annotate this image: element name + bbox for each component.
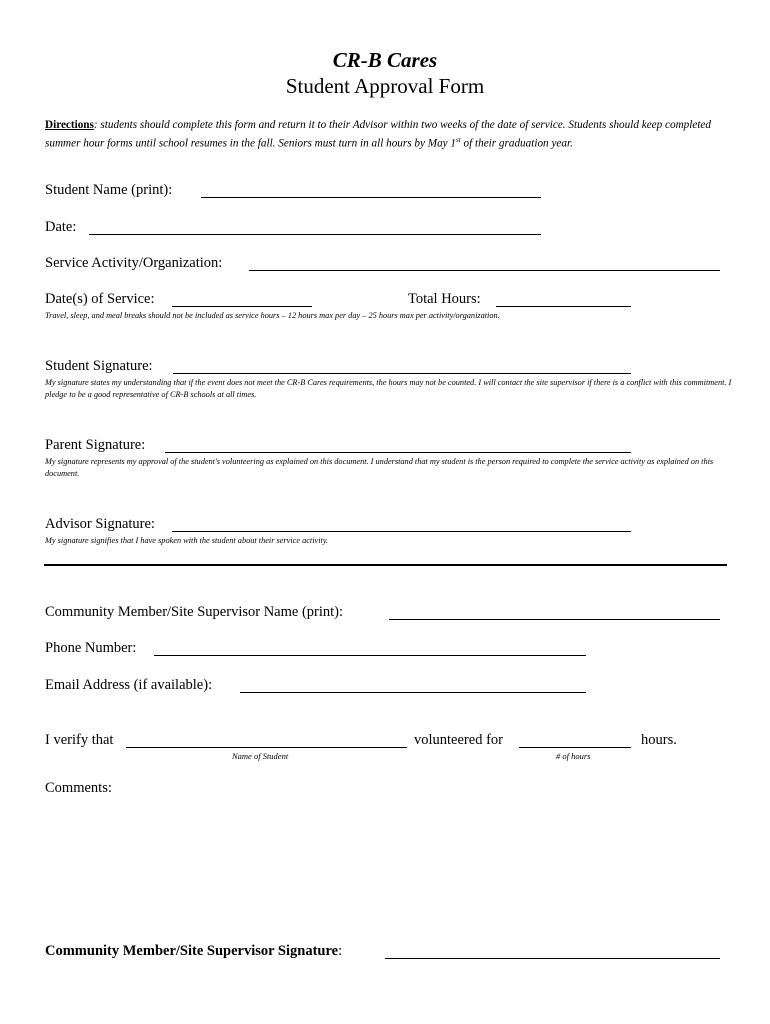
parent-signature-note: My signature represents my approval of the student's volunteering as explained on this document. I understand that my student is the person required to complete the service activity as explained on this document. xyxy=(45,457,714,478)
advisor-signature-field[interactable] xyxy=(172,531,631,532)
directions-paragraph xyxy=(45,118,735,152)
directions-text-end: of their graduation year. xyxy=(460,137,573,150)
hours-note: Travel, sleep, and meal breaks should not be included as service hours – 12 hours max per day – 25 hours max per activity/organization. xyxy=(45,311,500,320)
total-hours-label: Total Hours: xyxy=(408,291,481,307)
phone-field[interactable] xyxy=(154,655,586,656)
supervisor-signature-label xyxy=(45,943,342,960)
parent-signature-field[interactable] xyxy=(165,452,631,453)
student-signature-label: Student Signature: xyxy=(45,358,153,374)
section-divider xyxy=(44,564,727,566)
student-name-label: Student Name (print): xyxy=(45,182,173,198)
supervisor-signature-colon: : xyxy=(338,943,343,959)
form-title: CR-B Cares xyxy=(332,48,438,72)
total-hours-field[interactable] xyxy=(496,306,631,307)
student-name-field[interactable] xyxy=(201,197,541,198)
hours-caption: # of hours xyxy=(556,751,591,761)
service-activity-label: Service Activity/Organization: xyxy=(45,255,223,271)
directions-label: Directions xyxy=(45,119,94,131)
service-activity-field[interactable] xyxy=(249,270,720,271)
student-signature-note: My signature states my understanding that if the event does not meet the CR-B Cares requirements, the hours may not be counted. I will contact the site supervisor if there is a conflict with this commitment. I pledge to be a good representative of CR-B schools at all times. xyxy=(45,378,732,399)
dates-of-service-field[interactable] xyxy=(172,306,312,307)
verify-middle: volunteered for xyxy=(414,732,503,748)
verify-student-name-field[interactable] xyxy=(126,747,407,748)
supervisor-name-label: Community Member/Site Supervisor Name (print): xyxy=(45,604,344,620)
directions-superscript: st xyxy=(456,136,461,144)
name-of-student-caption: Name of Student xyxy=(232,751,289,761)
email-field[interactable] xyxy=(240,692,586,693)
supervisor-name-field[interactable] xyxy=(389,619,720,620)
date-label: Date: xyxy=(45,219,77,235)
phone-label: Phone Number: xyxy=(45,640,137,656)
verify-prefix: I verify that xyxy=(45,732,114,748)
email-label: Email Address (if available): xyxy=(45,677,213,693)
dates-of-service-label: Date(s) of Service: xyxy=(45,291,155,307)
supervisor-signature-field[interactable] xyxy=(385,958,720,959)
date-field[interactable] xyxy=(89,234,541,235)
supervisor-signature-label-text: Community Member/Site Supervisor Signature xyxy=(45,943,339,959)
student-signature-field[interactable] xyxy=(173,373,631,374)
form-subtitle: Student Approval Form xyxy=(285,74,485,98)
parent-signature-label: Parent Signature: xyxy=(45,437,146,453)
verify-hours-field[interactable] xyxy=(519,747,631,748)
directions-text: : students should complete this form and return it to their Advisor within two weeks of the date of service. Students should keep completed summer hour forms until school resumes in the fall. Seniors must turn in all hours by May 1 xyxy=(45,119,711,150)
advisor-signature-note: My signature signifies that I have spoken with the student about their service activity. xyxy=(45,536,329,545)
advisor-signature-label: Advisor Signature: xyxy=(45,516,155,532)
verify-suffix: hours. xyxy=(641,732,677,748)
comments-label: Comments: xyxy=(45,780,112,796)
comments-area[interactable] xyxy=(45,800,725,930)
